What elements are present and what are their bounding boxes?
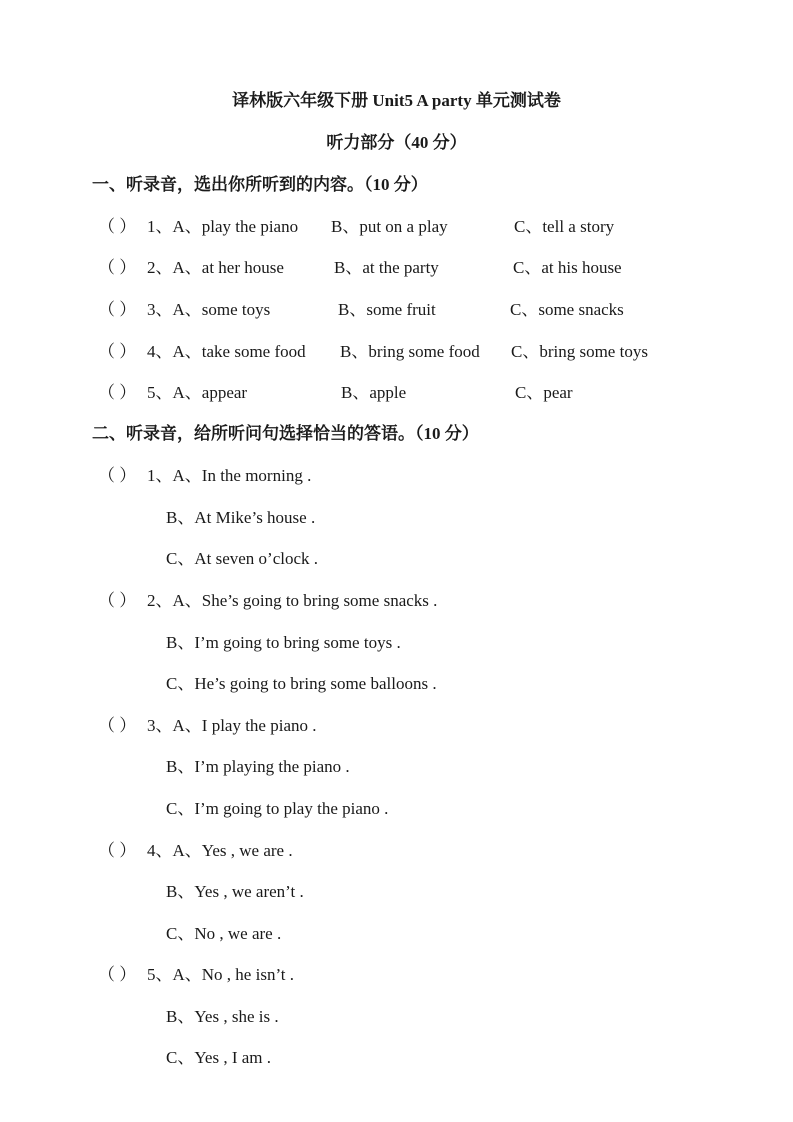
option-c: C、He’s going to bring some balloons . — [166, 674, 437, 693]
option-a: 2、A、She’s going to bring some snacks . — [147, 591, 438, 610]
option-b: B、At Mike’s house . — [166, 508, 316, 527]
answer-blank[interactable]: （ ） — [98, 965, 137, 984]
option-c: C、I’m going to play the piano . — [166, 799, 389, 818]
option-b: B、I’m playing the piano . — [166, 757, 350, 776]
option-c: C、some snacks — [510, 300, 624, 319]
page-subtitle: 听力部分（40 分） — [326, 133, 467, 152]
option-c: C、At seven o’clock . — [166, 549, 319, 568]
option-b: B、at the party — [334, 258, 439, 277]
option-c: C、Yes , I am . — [166, 1048, 272, 1067]
option-c: C、pear — [515, 383, 573, 402]
option-c: C、at his house — [513, 258, 622, 277]
option-a: 3、A、some toys — [147, 300, 271, 319]
option-a: 2、A、at her house — [147, 258, 284, 277]
answer-blank[interactable]: （ ） — [98, 716, 137, 735]
option-b: B、some fruit — [338, 300, 436, 319]
answer-blank[interactable]: （ ） — [98, 300, 137, 319]
option-b: B、bring some food — [340, 342, 480, 361]
answer-blank[interactable]: （ ） — [98, 258, 137, 277]
answer-blank[interactable]: （ ） — [98, 342, 137, 361]
page-title: 译林版六年级下册 Unit5 A party 单元测试卷 — [232, 91, 561, 110]
option-a: 5、A、No , he isn’t . — [147, 965, 295, 984]
option-b: B、Yes , she is . — [166, 1007, 279, 1026]
option-b: B、put on a play — [331, 217, 448, 236]
answer-blank[interactable]: （ ） — [98, 383, 137, 402]
option-c: C、bring some toys — [511, 342, 648, 361]
option-a: 4、A、take some food — [147, 342, 306, 361]
option-a: 1、A、In the morning . — [147, 466, 312, 485]
option-a: 3、A、I play the piano . — [147, 716, 317, 735]
answer-blank[interactable]: （ ） — [98, 841, 137, 860]
option-a: 5、A、appear — [147, 383, 248, 402]
answer-blank[interactable]: （ ） — [98, 217, 137, 236]
option-b: B、Yes , we aren’t . — [166, 882, 304, 901]
option-b: B、apple — [341, 383, 407, 402]
option-c: C、No , we are . — [166, 924, 282, 943]
answer-blank[interactable]: （ ） — [98, 466, 137, 485]
answer-blank[interactable]: （ ） — [98, 591, 137, 610]
option-a: 1、A、play the piano — [147, 217, 299, 236]
option-a: 4、A、Yes , we are . — [147, 841, 293, 860]
section-1-heading: 一、听录音，选出你所听到的内容。（10 分） — [92, 175, 428, 194]
option-b: B、I’m going to bring some toys . — [166, 633, 401, 652]
option-c: C、tell a story — [514, 217, 615, 236]
section-2-heading: 二、听录音，给所听问句选择恰当的答语。（10 分） — [92, 424, 479, 443]
